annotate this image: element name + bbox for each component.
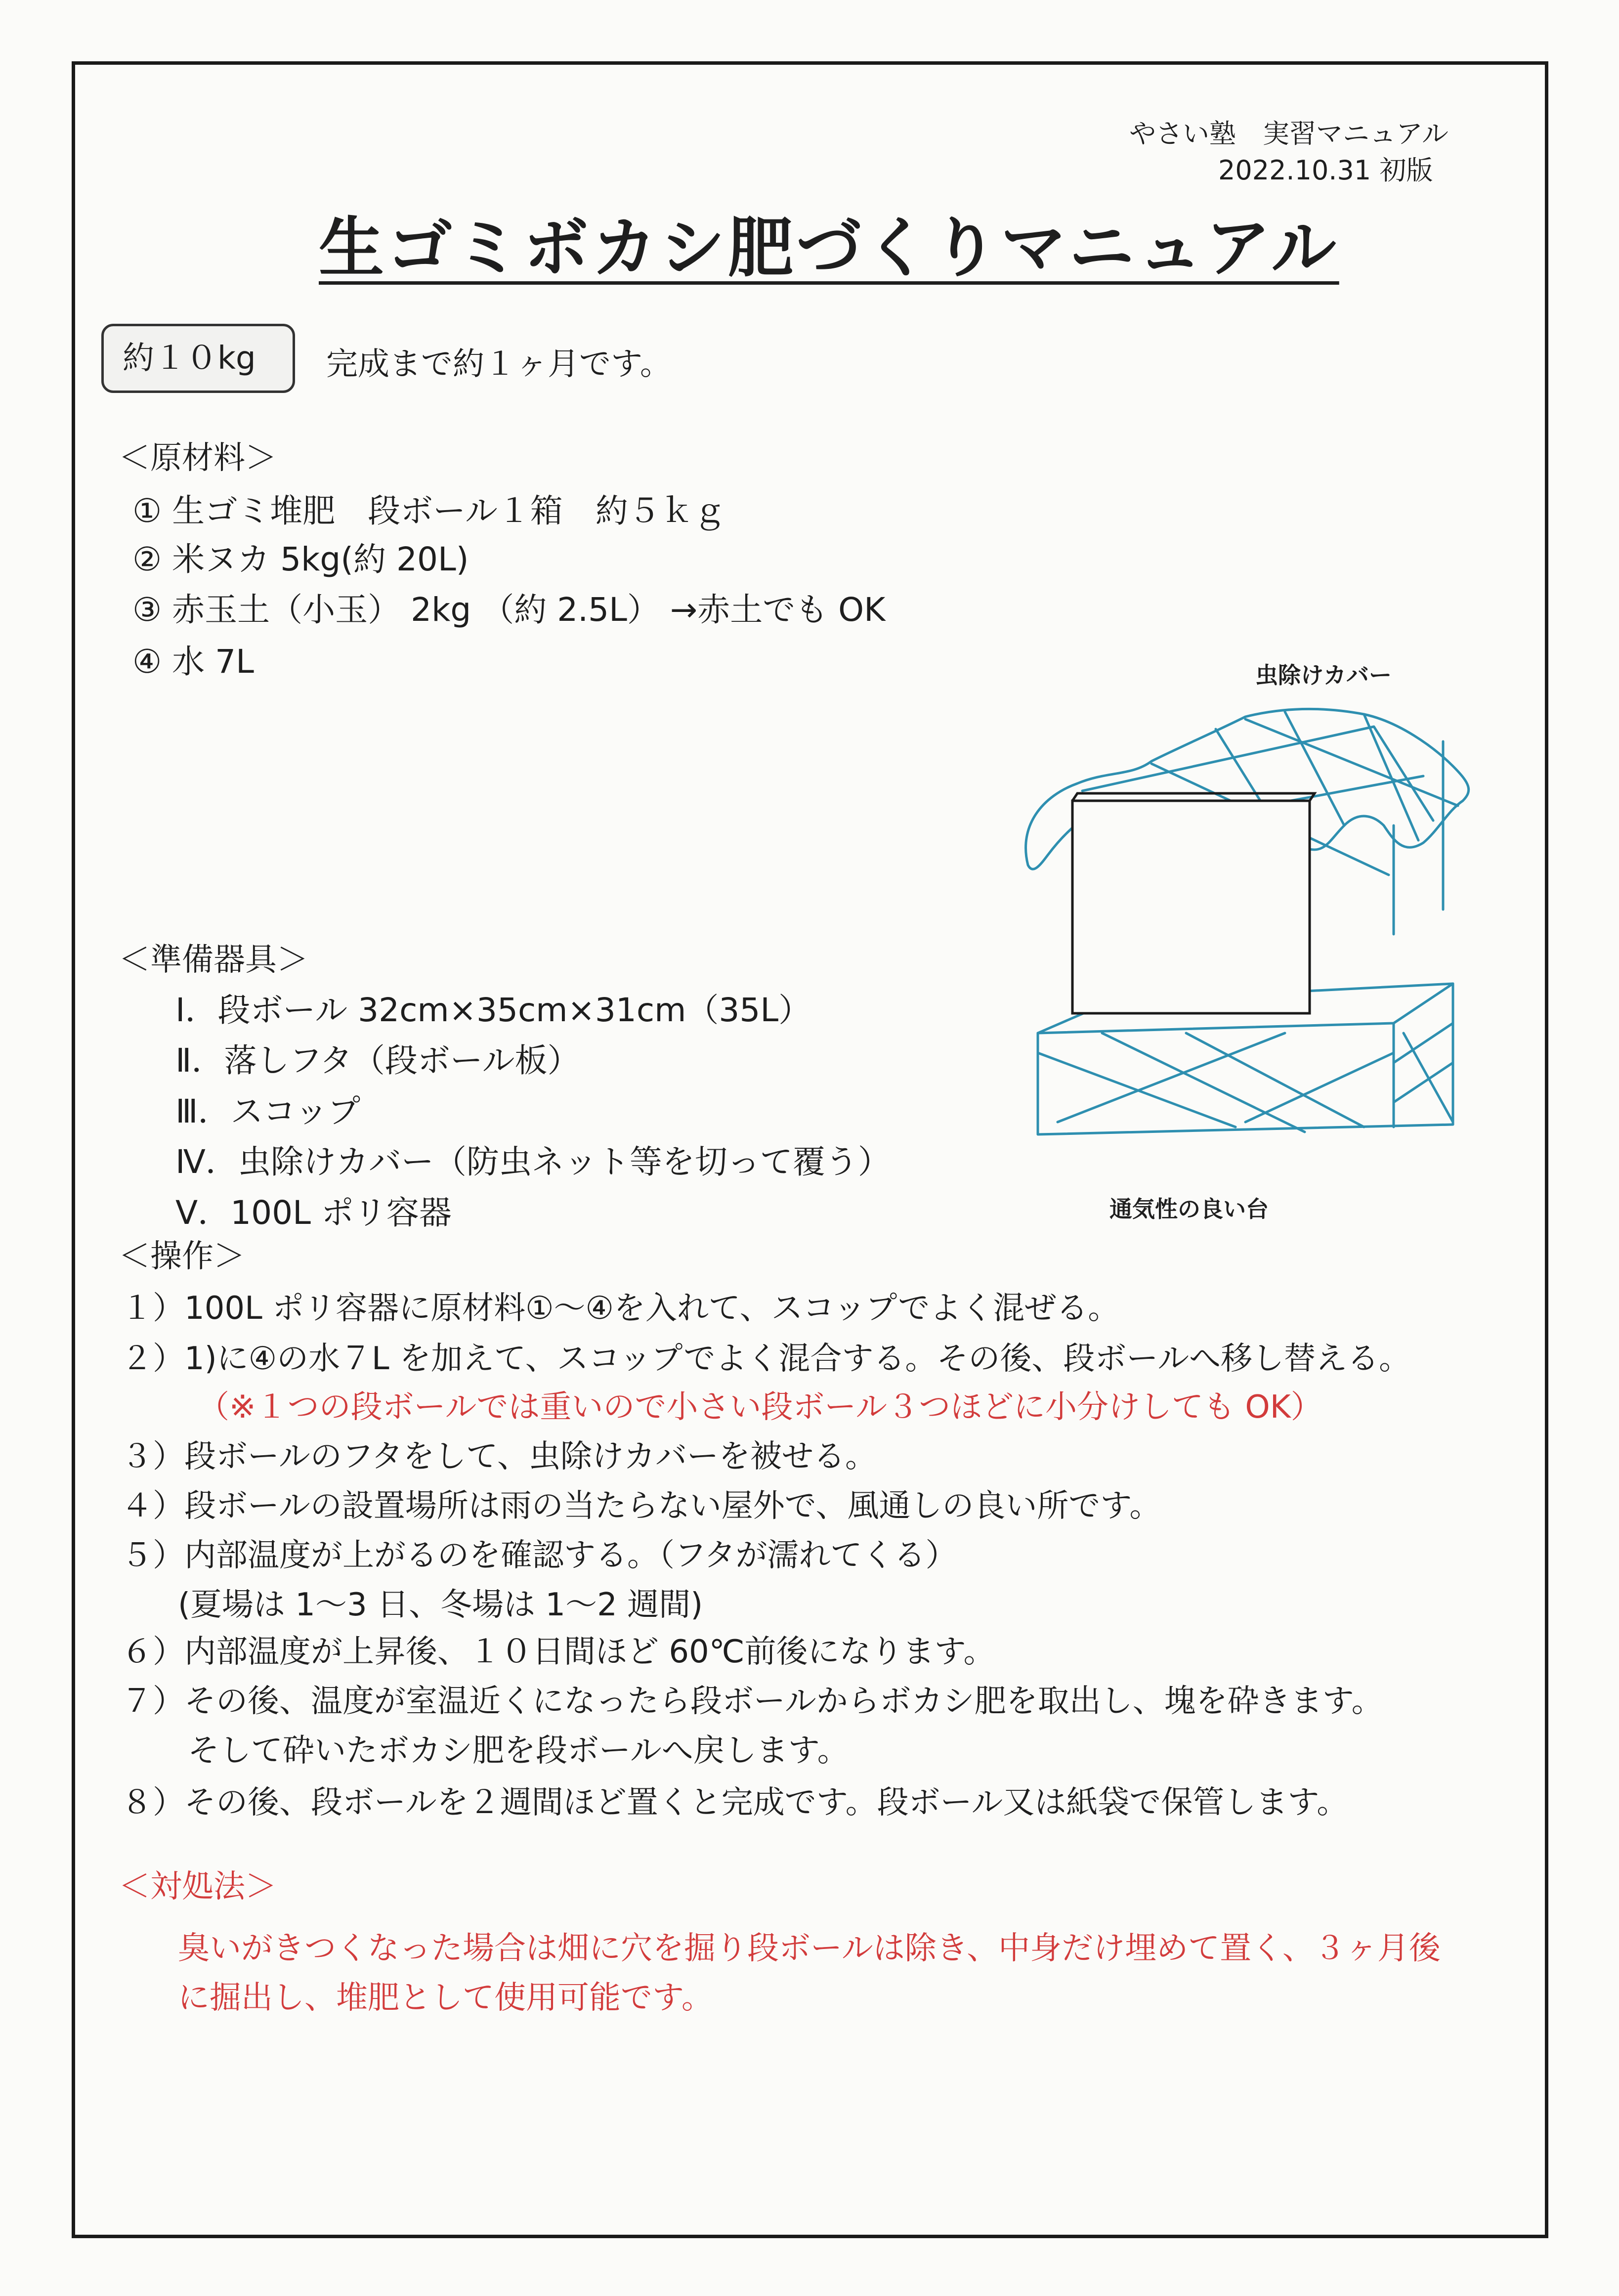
materials-heading: ＜原材料＞	[119, 440, 277, 477]
remedy-heading: ＜対処法＞	[119, 1868, 277, 1905]
completion-note: 完成まで約１ヶ月です。	[326, 346, 672, 383]
operation-step: ５）内部温度が上がるのを確認する。（フタが濡れてくる）	[121, 1537, 957, 1574]
operation-step: ２）1)に④の水７L を加えて、スコップでよく混合する。その後、段ボールへ移し替える。	[121, 1341, 1411, 1377]
weight-badge: 約１０kg	[101, 324, 295, 393]
equipment-heading: ＜準備器具＞	[119, 942, 308, 978]
equipment-item: Ⅴ．100L ポリ容器	[175, 1194, 452, 1232]
header-org: やさい塾 実習マニュアル	[1129, 118, 1449, 149]
material-item: ③ 赤玉土（小玉） 2kg （約 2.5L） →赤土でも OK	[132, 591, 886, 629]
operation-step: ３）段ボールのフタをして、虫除けカバーを被せる。	[121, 1438, 877, 1475]
operation-step: ７）その後、温度が室温近くになったら段ボールからボカシ肥を取出し、塊を砕きます。	[121, 1683, 1383, 1720]
equipment-item: Ⅱ．落しフタ（段ボール板）	[175, 1041, 580, 1080]
material-item: ① 生ゴミ堆肥 段ボール１箱 約５ｋｇ	[132, 492, 726, 530]
operation-note-red: （※１つの段ボールでは重いので小さい段ボール３つほどに小分けしても OK）	[198, 1389, 1322, 1426]
equipment-item: Ⅲ．スコップ	[175, 1092, 361, 1130]
page-title: 生ゴミボカシ肥づくりマニュアル	[319, 210, 1339, 286]
equipment-item: Ⅳ．虫除けカバー（防虫ネット等を切って覆う）	[175, 1143, 891, 1181]
equipment-item: Ⅰ．段ボール 32cm×35cm×31cm（35L）	[175, 991, 811, 1029]
operations-heading: ＜操作＞	[119, 1238, 245, 1275]
operation-step: ８）その後、段ボールを２週間ほど置くと完成です。段ボール又は紙袋で保管します。	[121, 1784, 1349, 1821]
material-item: ② 米ヌカ 5kg(約 20L)	[132, 540, 469, 578]
compost-box-illustration	[1008, 677, 1492, 1186]
operation-step: ４）段ボールの設置場所は雨の当たらない屋外で、風通しの良い所です。	[121, 1488, 1161, 1524]
operation-step: １）100L ポリ容器に原材料①～④を入れて、スコップでよく混ぜる。	[121, 1290, 1120, 1327]
stand-label: 通気性の良い台	[1109, 1196, 1269, 1222]
operation-step: ６）内部温度が上昇後、１０日間ほど 60℃前後になります。	[121, 1634, 995, 1670]
cardboard-box	[1072, 801, 1310, 1013]
operation-step-continued: そして砕いたボカシ肥を段ボールへ戻します。	[188, 1733, 849, 1769]
cover-label: 虫除けカバー	[1255, 662, 1392, 689]
header-date: 2022.10.31 初版	[1218, 155, 1433, 186]
operation-subnote: (夏場は 1～3 日、冬場は 1～2 週間)	[178, 1587, 703, 1623]
remedy-line: 臭いがきつくなった場合は畑に穴を掘り段ボールは除き、中身だけ埋めて置く、３ヶ月後	[178, 1930, 1441, 1967]
material-item: ④ 水 7L	[132, 643, 254, 681]
remedy-line: に掘出し、堆肥として使用可能です。	[178, 1980, 713, 2016]
